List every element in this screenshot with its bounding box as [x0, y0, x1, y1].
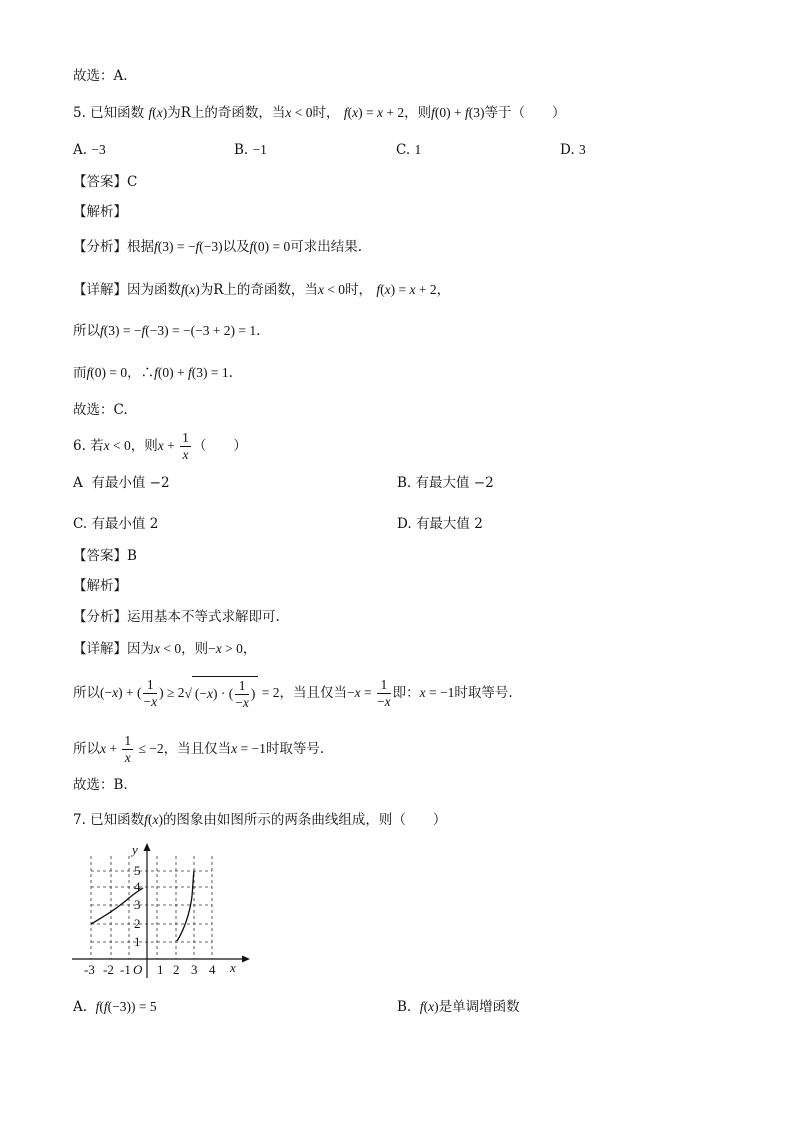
x-tick-label: 3	[191, 962, 198, 977]
option-value: 有最小值 −2	[91, 475, 170, 491]
detail-tag: 【详解】	[73, 641, 127, 657]
text: ，当且仅当	[279, 685, 348, 702]
question-7-stem: 7. 已知函数f(x)的图象由如图所示的两条曲线组成，则（ ）	[73, 812, 447, 828]
text: ，	[436, 282, 451, 298]
text: 因为函数	[127, 282, 181, 298]
option-value: −1	[252, 142, 267, 157]
y-tick-label: 4	[134, 879, 141, 894]
x-axis-arrow-icon	[242, 956, 250, 963]
text: 时，	[345, 282, 373, 298]
q5-option-d	[560, 140, 586, 160]
q5-fenxi: 【分析】根据f(3) = −f(−3)以及f(0) = 0可求出结果.	[73, 239, 363, 255]
q6-step-2: 所以x + $\frac{1}{x}$ ≤ −2，当且仅当x = −1时取等号.	[73, 733, 325, 765]
y-axis-arrow-icon	[144, 843, 151, 851]
text: 已知函数	[90, 105, 145, 121]
question-number: 7.	[73, 812, 91, 828]
curve-right	[177, 871, 194, 941]
option-label: A	[73, 475, 83, 491]
y-tick-label: 2	[134, 916, 141, 931]
text: 已知函数	[90, 812, 145, 828]
fenxi-tag: 【分析】	[73, 609, 127, 625]
text: 即：	[392, 685, 420, 702]
option-value: −3	[91, 142, 106, 157]
text: 时，	[312, 105, 340, 121]
q5-option-a	[73, 140, 106, 160]
text: 为R上的奇函数，当	[199, 282, 318, 298]
text: 所以	[73, 741, 100, 757]
text: 而	[73, 365, 87, 381]
option-value: = 5	[138, 999, 157, 1014]
question-number: 5.	[73, 105, 91, 121]
q5-answer	[73, 172, 137, 192]
x-tick-label: 4	[209, 962, 216, 977]
q5-option-b	[234, 140, 267, 160]
text: 若	[90, 438, 104, 454]
x-tick-label: -1	[120, 962, 131, 977]
option-label: A.	[73, 999, 88, 1015]
text: （ ）	[192, 438, 247, 454]
x-tick-label: -2	[103, 962, 114, 977]
therefore-symbol: ∴	[140, 365, 155, 381]
text: 根据	[127, 239, 154, 255]
option-value: 有最小值 2	[91, 516, 159, 532]
option-label: D.	[397, 516, 412, 532]
q7-option-a: A. f(f(−3)) = 5	[73, 999, 157, 1015]
fenxi-tag: 【分析】	[73, 239, 127, 255]
text: 为R上的奇函数，当	[167, 105, 286, 121]
option-label: C.	[73, 516, 88, 532]
q6-option-b	[397, 473, 494, 493]
text: ，	[242, 641, 257, 657]
answer-tag: 【答案】	[73, 548, 127, 564]
option-label: B.	[397, 475, 412, 491]
text: 的图象由如图所示的两条曲线组成，则（ ）	[162, 812, 447, 828]
text: 时取等号.	[265, 741, 325, 757]
answer-value: B	[127, 548, 137, 564]
text: 因为	[127, 641, 154, 657]
q5-option-c	[396, 140, 421, 160]
q6-analysis-tag: 【解析】	[73, 578, 127, 594]
text: ，则	[404, 105, 432, 121]
text: 时取等号.	[454, 685, 513, 702]
option-label: B.	[234, 142, 249, 158]
text: ，则	[181, 641, 209, 657]
q6-step-1: 所以(−x) + ( $\frac{1}{-x}$ ) ≥ 2√ (−x) · ( $\frac{1}{-x}$ ) = 2，当且仅当−x = $\frac{1}{-x}$ 即：x = −1时取等号.	[73, 677, 513, 711]
text: 所以	[73, 323, 100, 339]
option-label: C.	[396, 142, 411, 158]
q5-pick: 故选：C.	[73, 402, 128, 418]
option-value: 是单调增函数	[438, 999, 520, 1015]
text: 以及	[222, 239, 250, 255]
prev-answer-choice: 故选：A.	[73, 68, 128, 84]
option-value: 有最大值 2	[415, 516, 483, 532]
option-label: D.	[560, 142, 575, 158]
text: 运用基本不等式求解即可.	[127, 609, 280, 625]
question-5-stem: 5. 已知函数 f(x)为R上的奇函数，当x < 0时， f(x) = x + 2，则f(0) + f(3)等于（ ）	[73, 105, 566, 121]
x-axis-label: x	[230, 960, 236, 975]
text: 所以	[73, 685, 100, 702]
question-6-stem: 6. 若x < 0，则x + $\frac{1}{x}$ （ ）	[73, 430, 247, 462]
q6-pick: 故选：B.	[73, 777, 128, 793]
text: ，	[127, 365, 141, 381]
text: 可求出结果.	[290, 239, 363, 255]
option-label: B.	[397, 999, 412, 1015]
x-tick-label: 2	[173, 962, 180, 977]
text: 等于（ ）	[484, 105, 566, 121]
q5-detail: 【详解】因为函数f(x)为R上的奇函数，当x < 0时， f(x) = x + 2，	[73, 282, 451, 298]
y-tick-label: 1	[134, 934, 141, 949]
y-tick-label: 3	[134, 897, 141, 912]
q7-option-b: B. f(x)是单调增函数	[397, 999, 520, 1015]
question-number: 6.	[73, 438, 91, 454]
origin-label: O	[133, 962, 143, 977]
option-label: A.	[73, 142, 88, 158]
q5-analysis-tag: 【解析】	[73, 204, 127, 220]
q6-answer	[73, 546, 137, 566]
math: f	[148, 105, 153, 120]
q5-step-1: 所以f(3) = −f(−3) = −(−3 + 2) = 1.	[73, 323, 261, 339]
text: ，当且仅当	[163, 741, 232, 757]
answer-tag: 【答案】	[73, 174, 127, 190]
text: ，则	[130, 438, 158, 454]
x-tick-label: -3	[84, 962, 95, 977]
q6-fenxi	[73, 607, 280, 627]
option-value: 3	[578, 142, 586, 157]
q6-option-a	[73, 473, 170, 493]
q6-option-c	[73, 514, 158, 534]
q6-option-d	[397, 514, 483, 534]
answer-value: C	[127, 174, 138, 190]
option-value: 有最大值 −2	[415, 475, 494, 491]
detail-tag: 【详解】	[73, 282, 127, 298]
q6-detail: 【详解】因为x < 0，则−x > 0，	[73, 641, 257, 657]
y-tick-label: 5	[134, 863, 141, 878]
q5-step-2: 而f(0) = 0，∴f(0) + f(3) = 1.	[73, 365, 233, 381]
x-tick-label: 1	[157, 962, 164, 977]
y-axis-label: y	[132, 842, 138, 857]
function-graph	[70, 838, 260, 980]
option-value: 1	[414, 142, 422, 157]
